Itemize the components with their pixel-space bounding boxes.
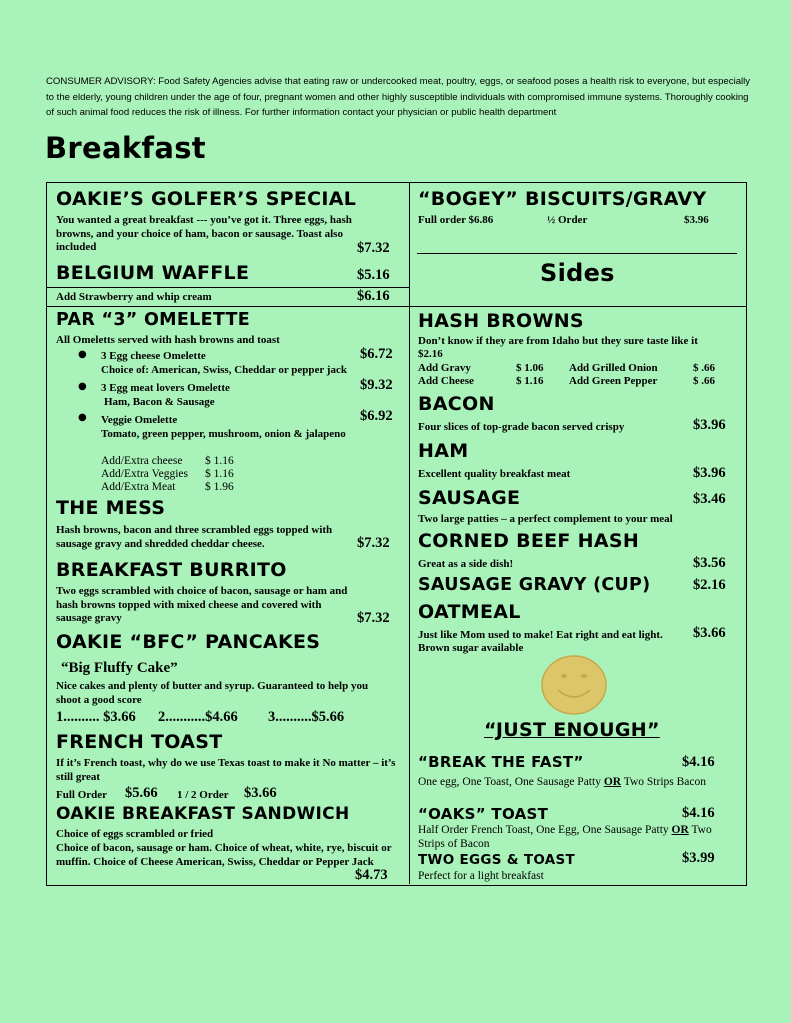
french-full-price: $5.66 <box>125 785 158 801</box>
extra-price: $ 1.96 <box>205 481 234 493</box>
hash-browns-desc: Don’t know if they are from Idaho but they sure taste like it <box>418 335 698 347</box>
omelette-item-price: $9.32 <box>360 377 393 393</box>
french-full-label: Full Order <box>56 789 108 801</box>
pancakes-option: 3..........$5.66 <box>268 709 345 725</box>
waffle-addon-price: $6.16 <box>357 288 390 304</box>
sandwich-price: $4.73 <box>355 867 388 883</box>
sides-divider <box>417 253 737 254</box>
french-toast-title: FRENCH TOAST <box>56 731 223 753</box>
omelette-item-note: Tomato, green pepper, mushroom, onion & jalapeno <box>101 428 346 440</box>
hash-addon-price: $ .66 <box>693 362 715 374</box>
two-eggs-price: $3.99 <box>682 850 715 866</box>
ham-price: $3.96 <box>693 465 726 481</box>
break-the-fast-desc: One egg, One Toast, One Sausage Patty OR Two Strips Bacon <box>418 776 706 788</box>
just-enough-title: “JUST ENOUGH” <box>484 719 660 741</box>
hash-addon-price: $ 1.16 <box>516 375 544 387</box>
smiley-icon <box>540 654 608 716</box>
omelette-item-price: $6.92 <box>360 408 393 424</box>
ham-desc: Excellent quality breakfast meat <box>418 468 571 480</box>
omelette-item-name: Veggie Omelette <box>101 414 178 426</box>
mess-price: $7.32 <box>357 535 390 551</box>
burrito-price: $7.32 <box>357 610 390 626</box>
oaks-toast-desc: Half Order French Toast, One Egg, One Sausage Patty OR Two Strips of Bacon <box>418 824 712 850</box>
oaks-toast-title: “OAKS” TOAST <box>418 805 549 823</box>
oatmeal-price: $3.66 <box>693 625 726 641</box>
mess-title: THE MESS <box>56 497 166 519</box>
corned-beef-desc: Great as a side dish! <box>418 558 514 570</box>
golfer-special-title: OAKIE’S GOLFER’S SPECIAL <box>56 188 357 210</box>
omelette-item-name: 3 Egg meat lovers Omelette <box>101 382 230 394</box>
pancakes-desc: Nice cakes and plenty of butter and syrup. Guaranteed to help you shoot a good score <box>56 680 369 706</box>
omelette-item-note: Choice of: American, Swiss, Cheddar or pepper jack <box>101 364 347 376</box>
sandwich-desc: Choice of bacon, sausage or ham. Choice of wheat, white, rye, biscuit or muffin. Choice of Cheese American, Swiss, Cheddar or Pepper Jack <box>56 842 392 868</box>
sides-title: Sides <box>540 259 615 287</box>
pancakes-subtitle: “Big Fluffy Cake” <box>61 660 178 676</box>
belgium-waffle-title: BELGIUM WAFFLE <box>56 262 250 284</box>
extra-label: Add/Extra Veggies <box>101 468 188 480</box>
column-divider <box>409 183 410 884</box>
oaks-toast-price: $4.16 <box>682 805 715 821</box>
omelette-intro: All Omeletts served with hash browns and toast <box>56 334 280 346</box>
bacon-title: BACON <box>418 393 495 415</box>
sausage-gravy-title: SAUSAGE GRAVY (CUP) <box>418 575 651 595</box>
sandwich-line1: Choice of eggs scrambled or fried <box>56 828 214 840</box>
bacon-price: $3.96 <box>693 417 726 433</box>
golfer-special-price: $7.32 <box>357 240 390 256</box>
omelette-item-note: Ham, Bacon & Sausage <box>104 396 215 408</box>
consumer-advisory: CONSUMER ADVISORY: Food Safety Agencies advise that eating raw or undercooked meat, poultry, eggs, or seafood poses a health risk to everyone, but especially to the elderly, young children under the age of four, pregnant women and other highly susceptible individuals with compromised immune systems. Thoroughly cooking of such animal food reduces the risk of illness. For further information contact your physician or public health department <box>46 76 751 118</box>
oatmeal-title: OATMEAL <box>418 601 521 623</box>
hash-browns-title: HASH BROWNS <box>418 310 584 332</box>
break-the-fast-price: $4.16 <box>682 754 715 770</box>
pancakes-option: 2...........$4.66 <box>158 709 238 725</box>
hash-addon-price: $ 1.06 <box>516 362 544 374</box>
hash-addon-label: Add Gravy <box>418 362 471 374</box>
ham-title: HAM <box>418 440 469 462</box>
mess-desc: Hash browns, bacon and three scrambled eggs topped with sausage gravy and shredded cheddar cheese. <box>56 524 333 550</box>
omelette-item-name: 3 Egg cheese Omelette <box>101 350 206 362</box>
french-half-price: $3.66 <box>244 785 277 801</box>
pancakes-option: 1.......... $3.66 <box>56 709 136 725</box>
french-toast-desc: If it’s French toast, why do we use Texas toast to make it No matter – it’s still great <box>56 757 396 783</box>
omelette-item-price: $6.72 <box>360 346 393 362</box>
extra-price: $ 1.16 <box>205 455 234 467</box>
hash-addon-label: Add Grilled Onion <box>569 362 658 374</box>
corned-beef-price: $3.56 <box>693 555 726 571</box>
bogey-full: Full order $6.86 <box>418 214 494 226</box>
sausage-title: SAUSAGE <box>418 487 521 509</box>
break-the-fast-title: “BREAK THE FAST” <box>418 753 584 771</box>
hash-addon-label: Add Green Pepper <box>569 375 658 387</box>
bullet: ● <box>78 381 87 392</box>
bacon-desc: Four slices of top-grade bacon served crispy <box>418 421 625 433</box>
sausage-desc: Two large patties – a perfect complement to your meal <box>418 513 673 525</box>
oatmeal-note: Brown sugar available <box>418 642 524 654</box>
burrito-title: BREAKFAST BURRITO <box>56 559 287 581</box>
extra-label: Add/Extra Meat <box>101 481 176 493</box>
bullet: ● <box>78 349 87 360</box>
burrito-desc: Two eggs scrambled with choice of bacon, sausage or ham and hash browns topped with mixed cheese and covered with sausage gravy <box>56 585 348 624</box>
page-title: Breakfast <box>45 131 206 165</box>
bogey-half: ½ Order <box>547 214 588 226</box>
hash-browns-price: $2.16 <box>418 348 443 360</box>
two-eggs-desc: Perfect for a light breakfast <box>418 870 544 882</box>
pancakes-title: OAKIE “BFC” PANCAKES <box>56 631 321 653</box>
bogey-half-price: $3.96 <box>684 214 709 226</box>
hash-addon-price: $ .66 <box>693 375 715 387</box>
two-eggs-title: TWO EGGS & TOAST <box>418 852 576 868</box>
bogey-title: “BOGEY” BISCUITS/GRAVY <box>418 188 707 210</box>
golfer-special-desc: You wanted a great breakfast --- you’ve got it. Three eggs, hash browns, and your choice of ham, bacon or sausage. Toast also included <box>56 214 352 253</box>
left-top-divider <box>47 287 409 288</box>
hash-addon-label: Add Cheese <box>418 375 474 387</box>
sausage-gravy-price: $2.16 <box>693 577 726 593</box>
french-half-label: 1 / 2 Order <box>177 789 229 801</box>
oatmeal-desc: Just like Mom used to make! Eat right and eat light. <box>418 629 663 641</box>
row-divider <box>47 306 746 307</box>
extra-price: $ 1.16 <box>205 468 234 480</box>
bullet: ● <box>78 412 87 423</box>
waffle-addon: Add Strawberry and whip cream <box>56 291 212 303</box>
corned-beef-title: CORNED BEEF HASH <box>418 530 640 552</box>
sandwich-title: OAKIE BREAKFAST SANDWICH <box>56 804 350 824</box>
extra-label: Add/Extra cheese <box>101 455 183 467</box>
belgium-waffle-price: $5.16 <box>357 267 390 283</box>
sausage-price: $3.46 <box>693 491 726 507</box>
omelette-title: PAR “3” OMELETTE <box>56 310 250 330</box>
